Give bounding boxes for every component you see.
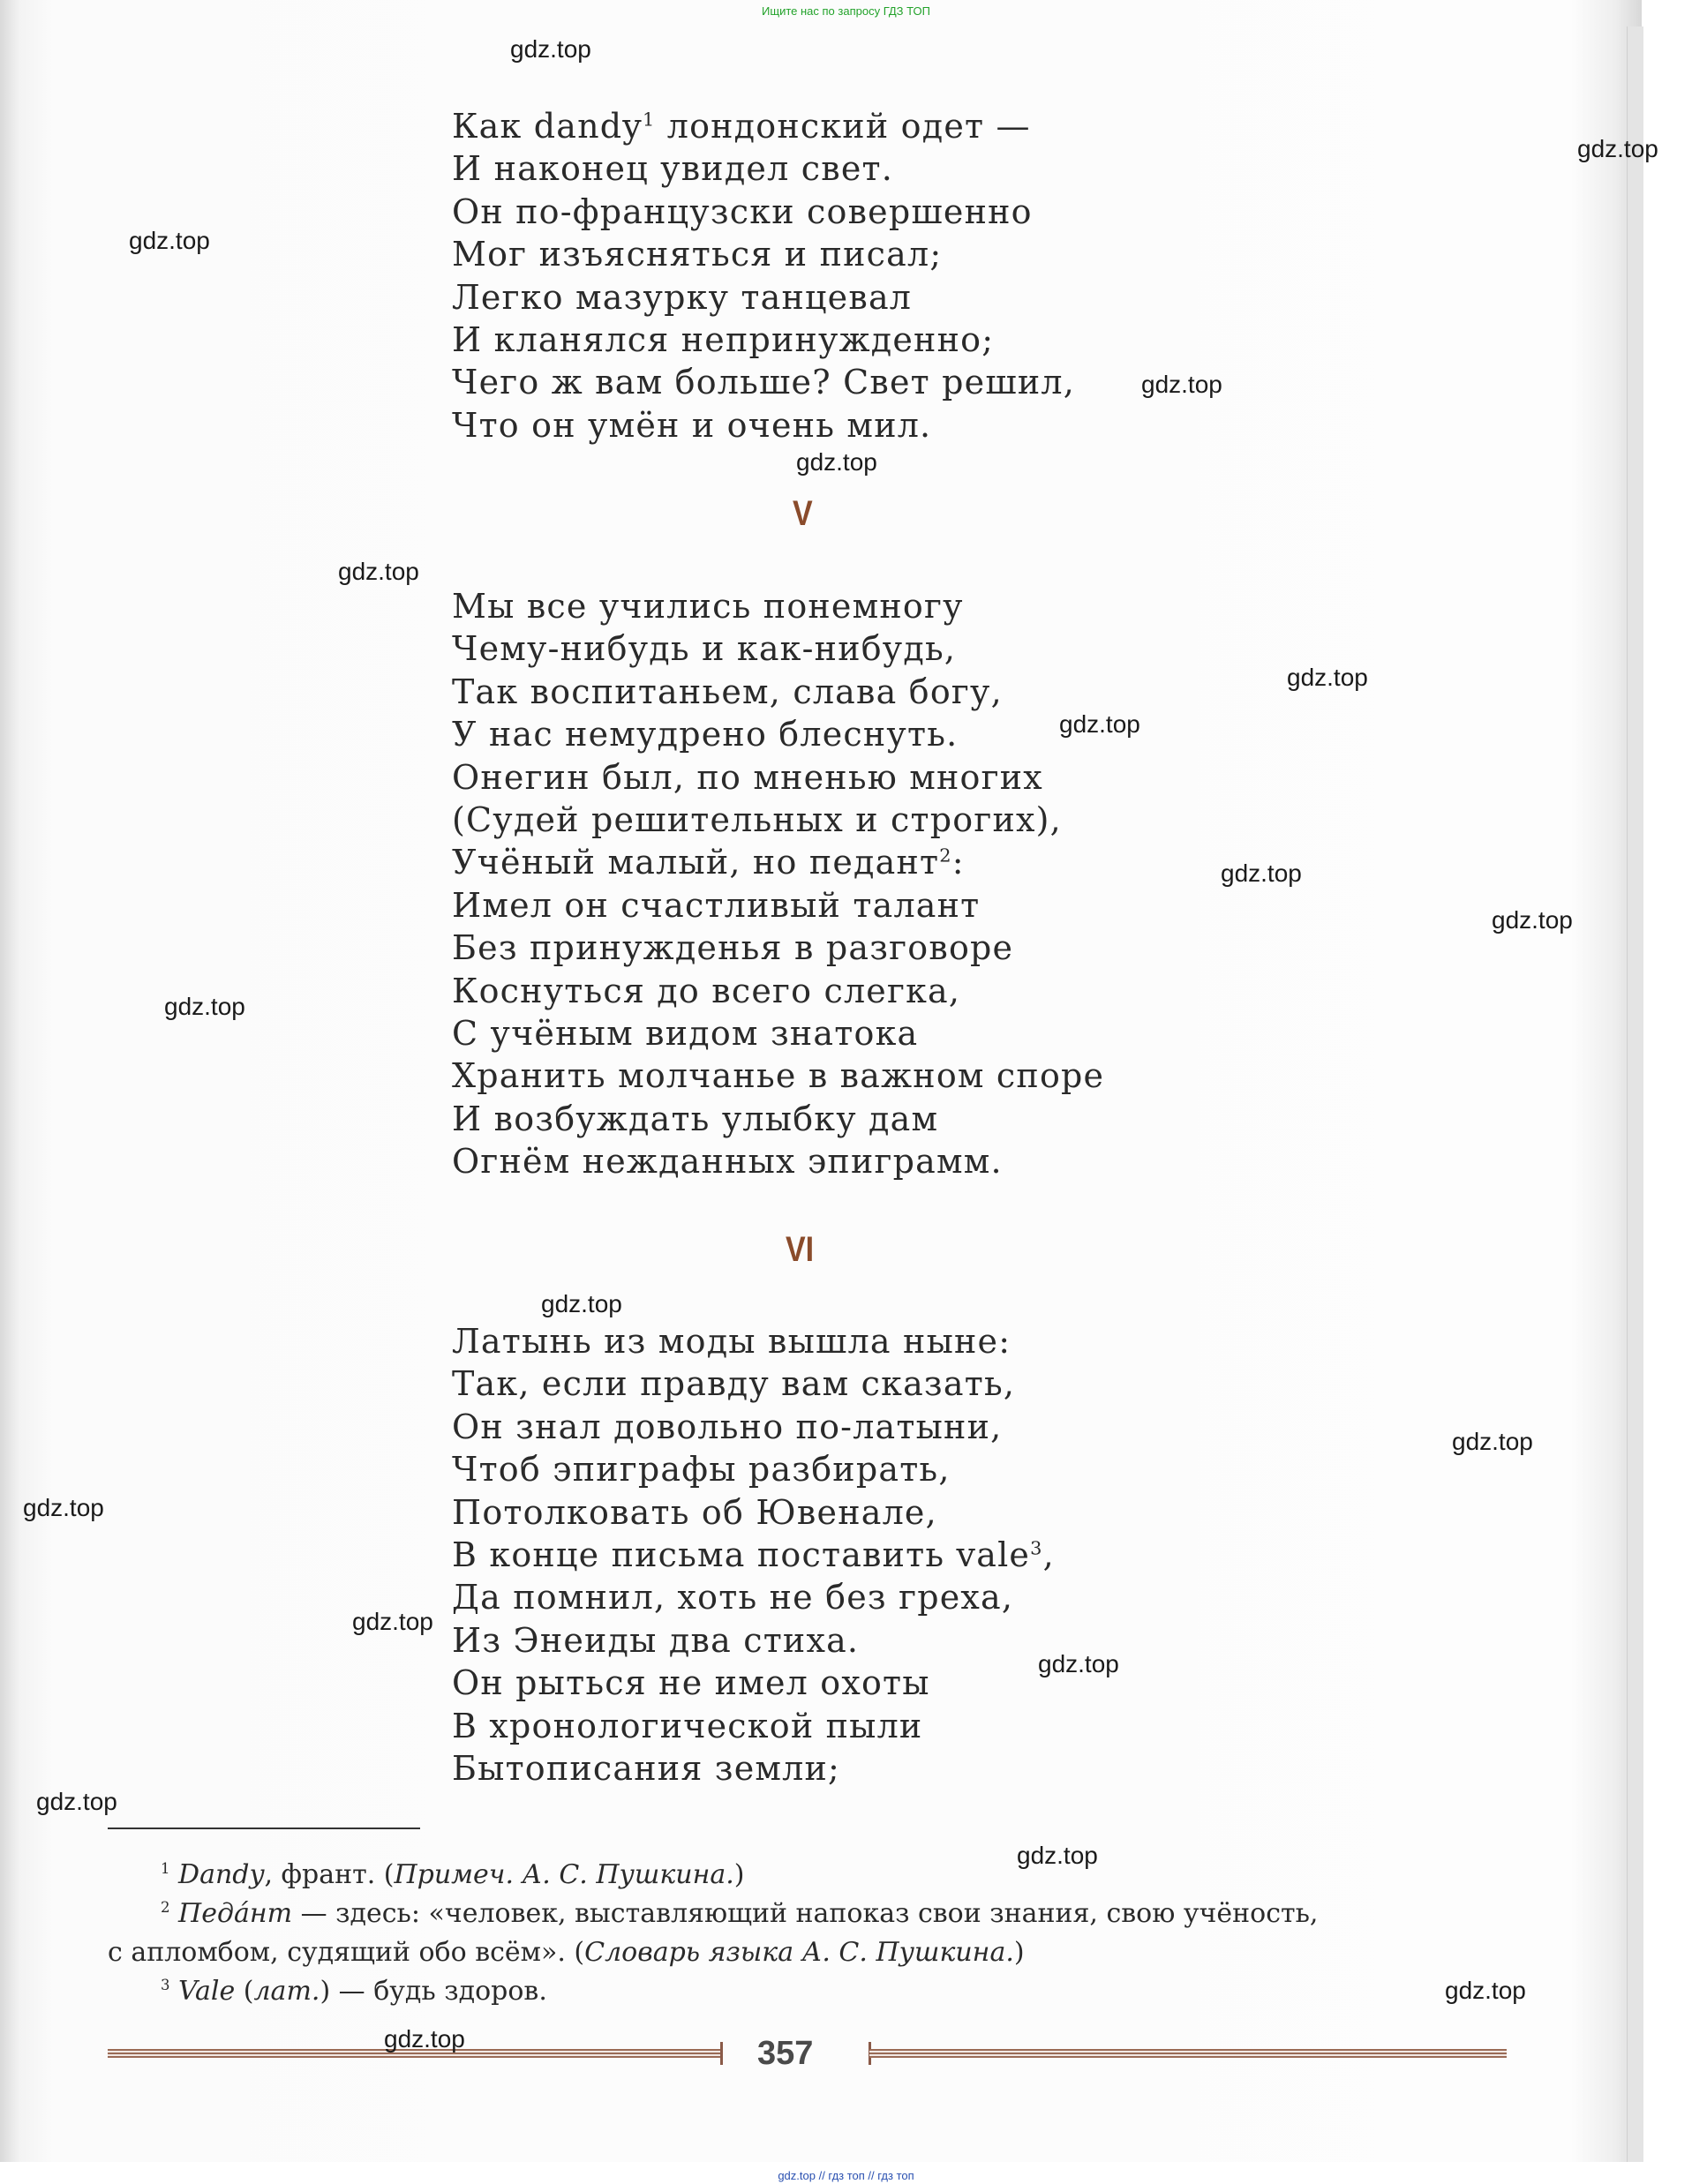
bottom-banner[interactable]: gdz.top // гдз топ // гдз топ bbox=[778, 2169, 914, 2182]
stanza-iv bbox=[452, 105, 1075, 447]
footnote-1: $^1$ Dandy, франт. (Примеч. А. С. Пушкина.) bbox=[161, 1859, 745, 1890]
verse-line: И возбуждать улыбку дам bbox=[452, 1099, 939, 1138]
watermark: gdz.top bbox=[796, 448, 877, 476]
verse-line: Латынь из моды вышла ныне: bbox=[452, 1322, 1011, 1361]
verse-line: Бытописания земли; bbox=[452, 1748, 841, 1788]
verse-line: В конце письма поставить vale$^3$, bbox=[452, 1535, 1055, 1574]
verse-line: Что он умён и очень мил. bbox=[452, 405, 932, 445]
verse-line: И кланялся непринужденно; bbox=[452, 319, 995, 359]
verse-line: Учёный малый, но педант$^2$: bbox=[452, 843, 965, 882]
verse-line: Мы все учились понемногу bbox=[452, 587, 964, 626]
watermark: gdz.top bbox=[1577, 135, 1658, 162]
footnote-rule bbox=[108, 1828, 420, 1829]
watermark: gdz.top bbox=[541, 1290, 622, 1317]
verse-line: Без принужденья в разговоре bbox=[452, 928, 1014, 968]
watermark: gdz.top bbox=[1221, 859, 1302, 887]
verse-line: Имел он счастливый талант bbox=[452, 885, 981, 925]
verse-line: Мог изъясняться и писал; bbox=[452, 235, 943, 274]
verse-line: Да помнил, хоть не без греха, bbox=[452, 1578, 1014, 1617]
watermark: gdz.top bbox=[338, 558, 419, 585]
watermark: gdz.top bbox=[164, 993, 245, 1020]
stanza-vi bbox=[452, 1320, 1055, 1790]
verse-line: Чему-нибудь и как-нибудь, bbox=[452, 629, 957, 669]
footnote-2: $^2$ Педáнт — здесь: «человек, выставляющий напоказ свои знания, свою учёность, bbox=[161, 1898, 1319, 1929]
watermark: gdz.top bbox=[1059, 710, 1140, 738]
watermark: gdz.top bbox=[352, 1608, 433, 1635]
verse-line: С учёным видом знатока bbox=[452, 1013, 919, 1053]
verse-line: У нас немудрено блеснуть. bbox=[452, 715, 959, 754]
watermark: gdz.top bbox=[1038, 1650, 1119, 1677]
verse-line: Он рыться не имел охоты bbox=[452, 1663, 930, 1703]
verse-line: Так, если правду вам сказать, bbox=[452, 1364, 1016, 1404]
verse-line: (Судей решительных и строгих), bbox=[452, 799, 1062, 839]
watermark: gdz.top bbox=[1287, 664, 1368, 691]
watermark: gdz.top bbox=[23, 1494, 104, 1521]
footnote-3: $^3$ Vale (лат.) — будь здоров. bbox=[161, 1976, 547, 2007]
footnote-ref: 3 bbox=[1030, 1537, 1043, 1559]
page-edge bbox=[1627, 26, 1643, 2162]
verse-line: Онегин был, по мненью многих bbox=[452, 757, 1043, 797]
stanza-v bbox=[452, 585, 1104, 1182]
watermark: gdz.top bbox=[1445, 1977, 1526, 2004]
watermark: gdz.top bbox=[1452, 1428, 1533, 1455]
verse-line: Хранить молчанье в важном споре bbox=[452, 1056, 1105, 1096]
watermark: gdz.top bbox=[510, 35, 591, 63]
stanza-numeral-vi: VI bbox=[786, 1230, 815, 1269]
stanza-numeral-v: V bbox=[793, 494, 813, 533]
footer-rule-cap bbox=[720, 2042, 723, 2065]
verse-line: И наконец увидел свет. bbox=[452, 149, 894, 189]
verse-line: В хронологической пыли bbox=[452, 1706, 923, 1745]
footnote-ref: 2 bbox=[939, 844, 952, 867]
watermark: gdz.top bbox=[129, 227, 210, 254]
verse-line: Он знал довольно по-латыни, bbox=[452, 1407, 1003, 1446]
top-banner[interactable]: Ищите нас по запросу ГДЗ ТОП bbox=[762, 4, 930, 18]
verse-line: Чтоб эпиграфы разбирать, bbox=[452, 1450, 951, 1490]
footnotes bbox=[108, 1856, 1511, 2011]
footnote-ref: 1 bbox=[642, 109, 656, 131]
footer-rule-right bbox=[869, 2049, 1507, 2058]
verse-line: Так воспитаньем, слава богу, bbox=[452, 672, 1003, 711]
verse-line: Из Энеиды два стиха. bbox=[452, 1620, 860, 1660]
watermark: gdz.top bbox=[36, 1788, 117, 1815]
footnote-2-cont: с апломбом, судящий обо всём». (Словарь языка А. С. Пушкина.) bbox=[108, 1937, 1025, 1968]
verse-line: Он по-французски совершенно bbox=[452, 191, 1033, 231]
watermark: gdz.top bbox=[1492, 906, 1573, 934]
verse-line: Чего ж вам больше? Свет решил, bbox=[452, 363, 1076, 402]
watermark: gdz.top bbox=[1017, 1842, 1098, 1869]
verse-line: Как dandy$^1$ лондонский одет — bbox=[452, 107, 1031, 146]
verse-line: Коснуться до всего слегка, bbox=[452, 971, 961, 1010]
verse-line: Огнём нежданных эпиграмм. bbox=[452, 1142, 1003, 1182]
watermark: gdz.top bbox=[1141, 371, 1222, 398]
watermark: gdz.top bbox=[384, 2025, 465, 2053]
verse-line: Легко мазурку танцевал bbox=[452, 277, 913, 317]
verse-line: Потолковать об Ювенале, bbox=[452, 1492, 937, 1532]
page-number: 357 bbox=[757, 2035, 814, 2072]
